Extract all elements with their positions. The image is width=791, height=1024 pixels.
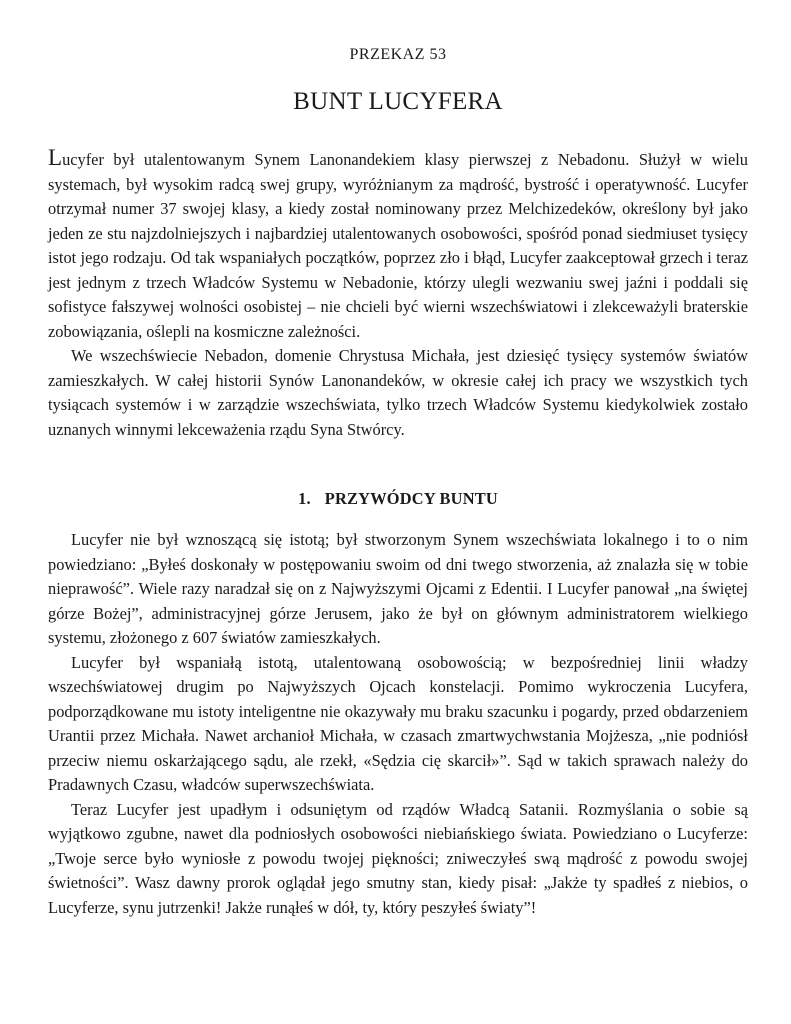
page-title: BUNT LUCYFERA — [293, 88, 503, 115]
section-paragraph-1: Lucyfer nie był wznoszącą się istotą; był stworzonym Synem wszechświata lokalnego i to o nim powiedziano: „Byłeś doskonały w postępowaniu swoim od dni twego stworzenia, aż znalazła się w tobie nieprawość”. Wiele razy naradzał się on z Najwyższymi Ojcami z Edentii. I Lucyfer panował „na świętej górze Bożej”, administracyjnej górze Jerusem, jako że był on głównym administratorem wielkiego systemu, złożonego z 607 światów zamieszkałych. — [48, 530, 748, 647]
section-paragraph-2: Lucyfer był wspaniałą istotą, utalentowaną osobowością; w bezpośredniej linii władzy wszechświatowej drugim po Najwyższych Ojcach konstelacji. Pomimo wykroczenia Lucyfera, podporządkowane mu istoty inteligentne nie okazywały mu braku szacunku i pogardy, przed obdarzeniem Urantii przez Michała. Nawet archanioł Michała, w czasach zmartwychwstania Mojżesza, „nie podniósł przeciw niemu oskarżającego sądu, ale rzekł, «Sędzia cię skarcił»”. Sąd w takich sprawach należy do Pradawnych Czasu, władców superwszechświata. — [48, 652, 748, 794]
section-heading — [48, 489, 748, 509]
section-title: PRZYWÓDCY BUNTU — [324, 489, 498, 508]
drop-cap: L — [48, 145, 63, 170]
section-1-text — [48, 528, 748, 920]
paper-label: PRZEKAZ 53 — [349, 46, 447, 63]
section-number: 1. — [298, 489, 311, 508]
intro-paragraph-1 — [48, 146, 748, 344]
intro-paragraph-2: We wszechświecie Nebadon, domenie Chrystusa Michała, jest dziesięć tysięcy systemów światów zamieszkałych. W całej historii Synów Lanonandeków, w okresie całej ich pracy we wszystkich tych tysiącach systemów i w zarządzie wszechświata, tylko trzech Władców Systemu kiedykolwiek zostało uznanych winnymi lekceważenia rządu Syna Stwórcy. — [48, 346, 748, 439]
intro-paragraph-1-text: ucyfer był utalentowanym Synem Lanonandekiem klasy pierwszej z Nebadonu. Służył w wielu systemach, był wysokim radcą swej grupy, wyróżnianym za mądrość, bystrość i operatywność. Lucyfer otrzymał numer 37 swojej klasy, a kiedy został nominowany przez Melchizedeków, określony był jako jeden ze stu najzdolniejszych i najbardziej utalentowanych osobowości, spośród ponad siedmiuset tysięcy istot jego rodzaju. Od tak wspaniałych początków, poprzez zło i błąd, Lucyfer zaakceptował grzech i teraz jest jednym z trzech Władców Systemu w Nebadonie, którzy ulegli wezwaniu swej jaźni i poddali się sofistyce fałszywej wolności osobistej – nie chcieli być wierni wszechświatowi i zlekceważyli braterskie zobowiązania, oślepli na kosmiczne zależności. — [48, 150, 748, 341]
section-paragraph-3: Teraz Lucyfer jest upadłym i odsuniętym od rządów Władcą Satanii. Rozmyślania o sobie są wyjątkowo zgubne, nawet dla podniosłych osobowości niebiańskiego świata. Powiedziano o Lucyferze: „Twoje serce było wyniosłe z powodu twojej piękności; zniweczyłeś swą mądrość z powodu swojej świetności”. Wasz dawny prorok oglądał jego smutny stan, kiedy pisał: „Jakże ty spadłeś z niebios, o Lucyferze, synu jutrzenki! Jakże runąłeś w dół, ty, który peszyłeś światy”! — [48, 799, 748, 917]
intro-text — [48, 146, 748, 442]
